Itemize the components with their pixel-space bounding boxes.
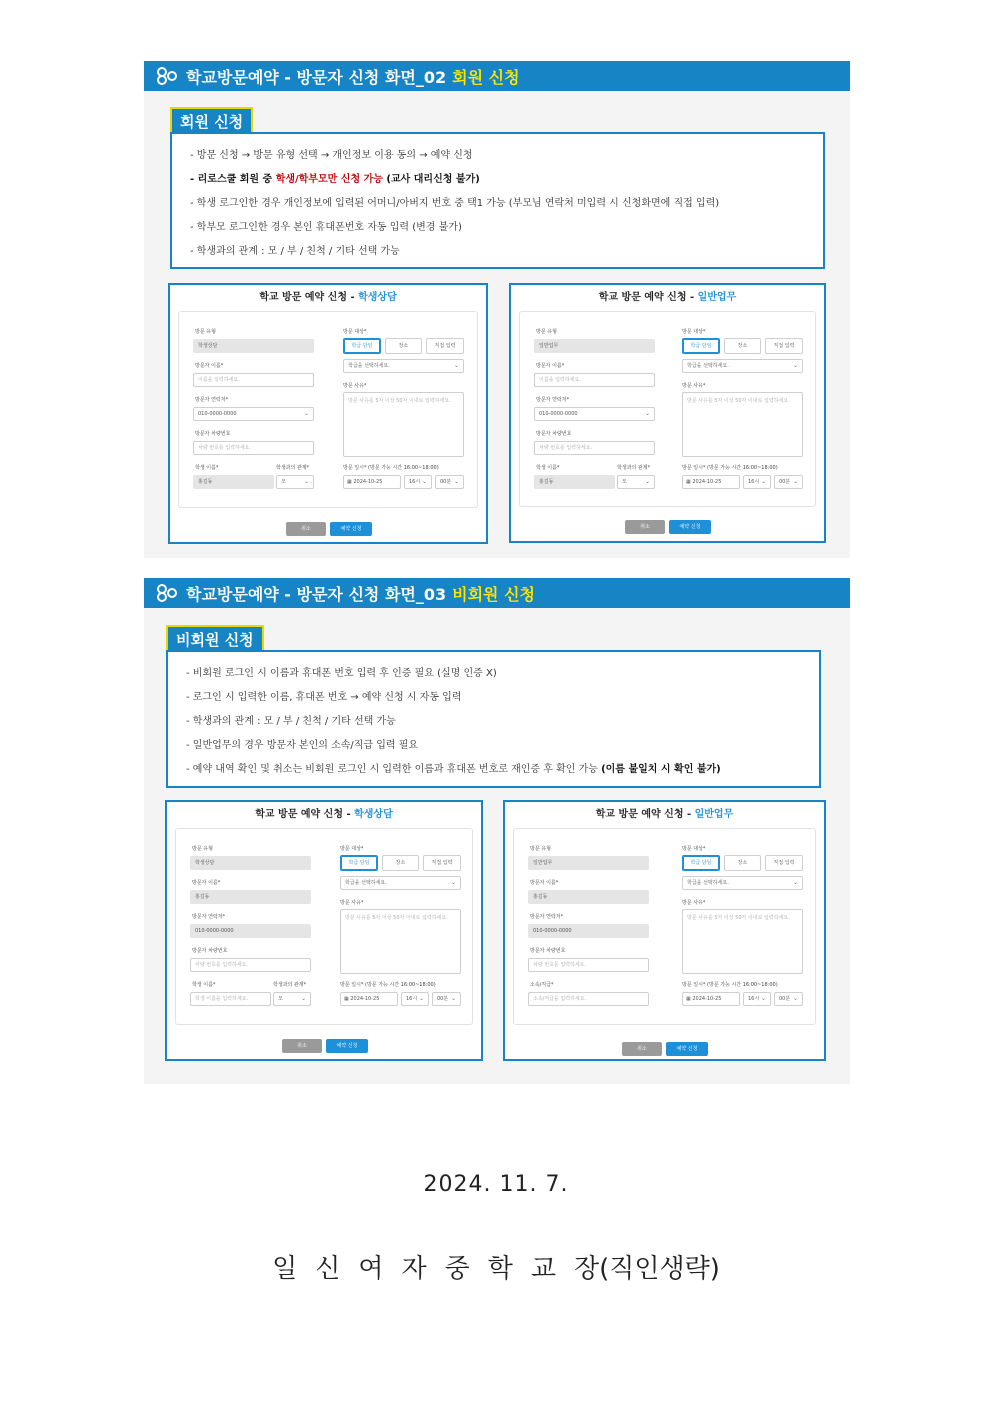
- name-input[interactable]: 이름을 입력하세요.: [534, 373, 655, 387]
- chevron-down-icon: ⌄: [450, 879, 456, 886]
- car-label: 방문자 차량번호: [195, 431, 231, 437]
- name-label: 방문자 이름*: [195, 363, 224, 369]
- student-label: 학생 이름*: [195, 465, 219, 471]
- form-inner: [178, 311, 478, 508]
- relation-select[interactable]: 모 ⌄: [273, 992, 311, 1006]
- calendar-icon: ▦: [686, 479, 693, 485]
- signature-line: [0, 1248, 992, 1285]
- reason-label: 방문 사유*: [682, 383, 706, 389]
- form-inner: [519, 311, 816, 507]
- name-input[interactable]: 이름을 입력하세요.: [193, 373, 314, 387]
- section-non-member: [144, 578, 850, 1084]
- cancel-button[interactable]: 취소: [286, 522, 326, 536]
- datetime-label: 방문 일시* (방문 가능 시간 16:00~18:00): [682, 465, 778, 471]
- phone-select[interactable]: 010-0000-0000 ⌄: [534, 407, 655, 421]
- header-highlight: 비회원 신청: [452, 584, 535, 604]
- car-input[interactable]: 차량 번호를 입력하세요.: [190, 958, 311, 972]
- calendar-icon: ▦: [686, 996, 693, 1002]
- relation-select[interactable]: 모 ⌄: [276, 475, 314, 489]
- tab-direct[interactable]: 직접 입력: [765, 338, 803, 354]
- name-field: 홍길동: [528, 890, 649, 904]
- class-select[interactable]: 학급을 선택하세요. ⌄: [682, 876, 803, 890]
- reason-label: 방문 사유*: [682, 900, 706, 906]
- chain-link-logo-icon: [156, 66, 178, 86]
- card-title: 학교 방문 예약 신청 - 일반업무: [598, 292, 737, 303]
- calendar-icon: ▦: [344, 996, 351, 1002]
- date-input[interactable]: ▦ 2024-10-25: [682, 475, 740, 489]
- cancel-button[interactable]: 취소: [622, 1042, 662, 1056]
- note-line: - 학생 로그인한 경우 개인정보에 입력된 어머니/아버지 번호 중 택1 가능 (부모님 연락처 미입력 시 신청화면에 직접 입력): [190, 198, 720, 209]
- tab-direct[interactable]: 직접 입력: [426, 338, 464, 354]
- date-input[interactable]: ▦ 2024-10-25: [343, 475, 401, 489]
- minute-select[interactable]: 00분 ⌄: [774, 475, 803, 489]
- org-input[interactable]: 소속/직급을 입력하세요.: [528, 992, 649, 1006]
- type-field: 학생상담: [190, 856, 311, 870]
- minute-select[interactable]: 00분 ⌄: [432, 992, 461, 1006]
- tab-direct[interactable]: 직접 입력: [423, 855, 461, 871]
- reason-label: 방문 사유*: [340, 900, 364, 906]
- chevron-down-icon: ⌄: [450, 995, 456, 1002]
- type-label: 방문 유형: [536, 329, 557, 335]
- car-label: 방문자 차량번호: [536, 431, 572, 437]
- type-field: 일반업무: [528, 856, 649, 870]
- section-tag: 비회원 신청: [166, 625, 264, 654]
- chevron-down-icon: ⌄: [760, 995, 766, 1002]
- note-line: - 리로스쿨 회원 중 학생/학부모만 신청 가능 (교사 대리신청 불가): [190, 174, 480, 185]
- note-line: - 일반업무의 경우 방문자 본인의 소속/직급 입력 필요: [186, 740, 419, 751]
- type-label: 방문 유형: [192, 846, 213, 852]
- minute-select[interactable]: 00분 ⌄: [435, 475, 464, 489]
- relation-select[interactable]: 모 ⌄: [617, 475, 655, 489]
- cancel-button[interactable]: 취소: [625, 520, 665, 534]
- header-title: 학교방문예약 - 방문자 신청 화면_03: [186, 584, 447, 604]
- chevron-down-icon: ⌄: [300, 995, 306, 1002]
- relation-label: 학생과의 관계*: [273, 982, 307, 988]
- section-member: [144, 61, 850, 558]
- phone-label: 방문자 연락처*: [192, 914, 226, 920]
- notes-box: [166, 650, 821, 788]
- reason-textarea[interactable]: 방문 사유를 5자 이상 50자 이내로 입력하세요.: [682, 909, 803, 974]
- form-inner: [175, 828, 473, 1025]
- relation-label: 학생과의 관계*: [617, 465, 651, 471]
- reason-textarea[interactable]: 방문 사유를 5자 이상 50자 이내로 입력하세요.: [343, 392, 464, 457]
- target-label: 방문 대상*: [682, 329, 706, 335]
- note-line: - 학부모 로그인한 경우 본인 휴대폰번호 자동 입력 (변경 불가): [190, 222, 462, 233]
- tab-homeroom[interactable]: 학급 담임: [682, 855, 720, 871]
- target-label: 방문 대상*: [340, 846, 364, 852]
- reason-textarea[interactable]: 방문 사유를 5자 이상 50자 이내로 입력하세요.: [682, 392, 803, 457]
- chevron-down-icon: ⌄: [453, 478, 459, 485]
- org-label: 소속/직급*: [530, 982, 554, 988]
- chevron-down-icon: ⌄: [303, 410, 309, 417]
- chain-link-logo-icon: [156, 583, 178, 603]
- note-line: - 학생과의 관계 : 모 / 부 / 친척 / 기타 선택 가능: [190, 246, 400, 257]
- card-title: 학교 방문 예약 신청 - 일반업무: [595, 809, 734, 820]
- note-line: - 비회원 로그인 시 이름과 휴대폰 번호 입력 후 인증 필요 (실명 인증 X): [186, 668, 497, 679]
- section-header: [144, 578, 850, 608]
- car-label: 방문자 차량번호: [192, 948, 228, 954]
- student-label: 학생 이름*: [192, 982, 216, 988]
- name-label: 방문자 이름*: [530, 880, 559, 886]
- datetime-label: 방문 일시* (방문 가능 시간 16:00~18:00): [682, 982, 778, 988]
- reason-textarea[interactable]: 방문 사유를 5자 이상 50자 이내로 입력하세요.: [340, 909, 461, 974]
- chevron-down-icon: ⌄: [453, 362, 459, 369]
- card-title: 학교 방문 예약 신청 - 학생상담: [255, 809, 393, 820]
- class-select[interactable]: 학급을 선택하세요. ⌄: [340, 876, 461, 890]
- chevron-down-icon: ⌄: [792, 879, 798, 886]
- datetime-label: 방문 일시* (방문 가능 시간 16:00~18:00): [340, 982, 436, 988]
- datetime-label: 방문 일시* (방문 가능 시간 16:00~18:00): [343, 465, 439, 471]
- card-title: 학교 방문 예약 신청 - 학생상담: [259, 292, 397, 303]
- student-field: 홍길동: [534, 475, 615, 489]
- student-field: 홍길동: [193, 475, 274, 489]
- chevron-down-icon: ⌄: [421, 478, 427, 485]
- submit-button[interactable]: 예약 신청: [666, 1042, 708, 1056]
- chevron-down-icon: ⌄: [792, 362, 798, 369]
- submit-button[interactable]: 예약 신청: [326, 1039, 368, 1053]
- class-select[interactable]: 학급을 선택하세요. ⌄: [343, 359, 464, 373]
- document-date: 2024. 11. 7.: [423, 1172, 569, 1197]
- chevron-down-icon: ⌄: [760, 478, 766, 485]
- tab-homeroom[interactable]: 학급 담임: [682, 338, 720, 354]
- chevron-down-icon: ⌄: [792, 995, 798, 1002]
- reason-label: 방문 사유*: [343, 383, 367, 389]
- section-header: [144, 61, 850, 91]
- chevron-down-icon: ⌄: [644, 478, 650, 485]
- tab-direct[interactable]: 직접 입력: [765, 855, 803, 871]
- phone-select[interactable]: 010-0000-0000 ⌄: [193, 407, 314, 421]
- form-card-student-counsel: [168, 283, 488, 544]
- submit-button[interactable]: 예약 신청: [330, 522, 372, 536]
- calendar-icon: ▦: [347, 479, 354, 485]
- form-card-student-counsel: [165, 800, 483, 1061]
- target-label: 방문 대상*: [682, 846, 706, 852]
- class-select[interactable]: 학급을 선택하세요. ⌄: [682, 359, 803, 373]
- chevron-down-icon: ⌄: [418, 995, 424, 1002]
- phone-field: 010-0000-0000: [528, 924, 649, 938]
- type-label: 방문 유형: [530, 846, 551, 852]
- minute-select[interactable]: 00분 ⌄: [774, 992, 803, 1006]
- header-title: 학교방문예약 - 방문자 신청 화면_02: [186, 67, 447, 87]
- notes-box: [170, 132, 825, 269]
- type-label: 방문 유형: [195, 329, 216, 335]
- chevron-down-icon: ⌄: [792, 478, 798, 485]
- header-highlight: 회원 신청: [452, 67, 520, 87]
- car-input[interactable]: 차량 번호를 입력하세요.: [528, 958, 649, 972]
- chevron-down-icon: ⌄: [303, 478, 309, 485]
- relation-label: 학생과의 관계*: [276, 465, 310, 471]
- name-label: 방문자 이름*: [536, 363, 565, 369]
- hour-select[interactable]: 16시 ⌄: [404, 475, 432, 489]
- car-input[interactable]: 차량 번호를 입력하세요.: [193, 441, 314, 455]
- note-line: - 학생과의 관계 : 모 / 부 / 친척 / 기타 선택 가능: [186, 716, 396, 727]
- hour-select[interactable]: 16시 ⌄: [743, 475, 771, 489]
- tab-homeroom[interactable]: 학급 담임: [343, 338, 381, 354]
- tab-homeroom[interactable]: 학급 담임: [340, 855, 378, 871]
- phone-label: 방문자 연락처*: [536, 397, 570, 403]
- submit-button[interactable]: 예약 신청: [669, 520, 711, 534]
- hour-select[interactable]: 16시 ⌄: [401, 992, 429, 1006]
- car-input[interactable]: 차량 번호를 입력하세요.: [534, 441, 655, 455]
- note-line: - 로그인 시 입력한 이름, 휴대폰 번호 → 예약 신청 시 자동 입력: [186, 692, 462, 703]
- name-field: 홍길동: [190, 890, 311, 904]
- date-input[interactable]: ▦ 2024-10-25: [682, 992, 740, 1006]
- section-tag: 회원 신청: [170, 107, 253, 136]
- tab-place[interactable]: 장소: [724, 855, 761, 871]
- car-label: 방문자 차량번호: [530, 948, 566, 954]
- phone-label: 방문자 연락처*: [195, 397, 229, 403]
- form-card-general: [509, 283, 826, 543]
- phone-field: 010-0000-0000: [190, 924, 311, 938]
- note-line: - 예약 내역 확인 및 취소는 비회원 로그인 시 입력한 이름과 휴대폰 번호로 재인증 후 확인 가능 (이름 불일치 시 확인 불가): [186, 764, 721, 775]
- principal-title: 장(직인생략): [573, 1254, 720, 1284]
- date-input[interactable]: ▦ 2024-10-25: [340, 992, 398, 1006]
- cancel-button[interactable]: 취소: [282, 1039, 322, 1053]
- student-label: 학생 이름*: [536, 465, 560, 471]
- tab-place[interactable]: 장소: [385, 338, 422, 354]
- type-field: 일반업무: [534, 339, 655, 353]
- chevron-down-icon: ⌄: [644, 410, 650, 417]
- hour-select[interactable]: 16시 ⌄: [743, 992, 771, 1006]
- type-field: 학생상담: [193, 339, 314, 353]
- form-card-general: [503, 800, 826, 1061]
- name-label: 방문자 이름*: [192, 880, 221, 886]
- target-label: 방문 대상*: [343, 329, 367, 335]
- tab-place[interactable]: 장소: [382, 855, 419, 871]
- phone-label: 방문자 연락처*: [530, 914, 564, 920]
- form-inner: [513, 828, 816, 1025]
- note-line: - 방문 신청 → 방문 유형 선택 → 개인정보 이용 동의 → 예약 신청: [190, 150, 473, 161]
- school-name: 일신여자중학교: [272, 1254, 574, 1284]
- student-input[interactable]: 학생 이름을 입력하세요.: [190, 992, 271, 1006]
- tab-place[interactable]: 장소: [724, 338, 761, 354]
